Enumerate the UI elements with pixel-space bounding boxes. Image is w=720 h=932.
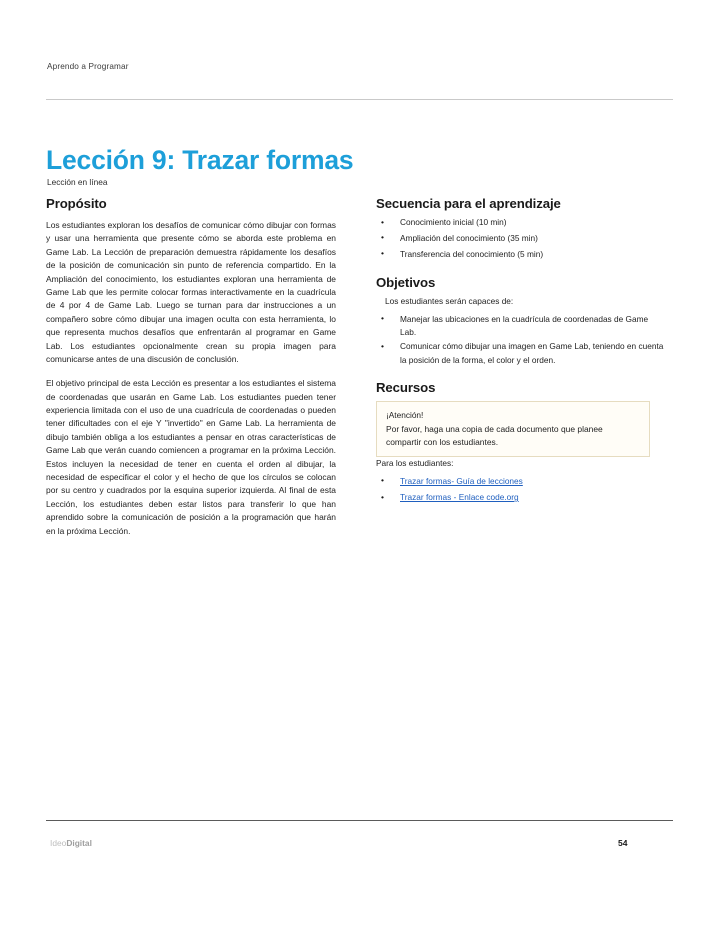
list-item (376, 475, 664, 488)
list-item: • Ampliación del conocimiento (35 min) (376, 232, 664, 245)
list-item: • Manejar las ubicaciones en la cuadrícula de coordenadas de Game Lab. (376, 313, 664, 340)
resource-link-enlace-code-org[interactable]: Trazar formas - Enlace code.org (400, 492, 519, 503)
purpose-paragraph-2: El objetivo principal de esta Lección es presentar a los estudiantes el sistema de coordenadas que usarán en Game Lab. Los estudiantes pueden tener experiencia limitada con el uso de una cuadrícula de coordenadas o pueden tener dificultades con el eje Y "invertido" en Game Lab. La herramienta de dibujo también obliga a los estudiantes a pensar en otras características de Game Lab que verán cuando comiencen a programar en la próxima Lección. Estos incluyen la necesidad de tener en cuenta el orden al dibujar, la necesidad de especificar el color y el hecho de que los círculos se colocan por su centro y cuadrados por la esquina superior izquierda. Al final de esta Lección, los estudiantes deben estar listos para transferir lo que han aprendido sobre la comunicación de posición a la programación que harán en la próxima Lección. (46, 378, 336, 536)
sequence-list (376, 216, 664, 261)
students-label: Para los estudiantes: (376, 458, 454, 469)
footer-logo (50, 838, 92, 848)
left-column (46, 196, 336, 538)
footer-divider (46, 820, 673, 821)
list-item: • Comunicar cómo dibujar una imagen en Game Lab, teniendo en cuenta la posición de la forma, el color y el orden. (376, 340, 664, 367)
callout-title: ¡Atención! (386, 410, 424, 421)
running-header-title: Aprendo a Programar (47, 62, 129, 71)
section-heading-recursos: Recursos (376, 380, 436, 396)
right-column (376, 196, 664, 508)
student-resources-list (376, 475, 664, 505)
section-heading-objetivos: Objetivos (376, 275, 436, 291)
footer-logo-light-part: Ideo (50, 838, 67, 848)
header-divider (46, 99, 673, 100)
section-heading-proposito: Propósito (46, 196, 107, 211)
objectives-list (376, 313, 664, 368)
list-item: • Conocimiento inicial (10 min) (376, 216, 664, 229)
callout-body: Por favor, haga una copia de cada documento que planee compartir con los estudiantes. (386, 423, 603, 447)
section-heading-secuencia: Secuencia para el aprendizaje (376, 196, 561, 211)
list-item (376, 491, 664, 504)
footer-logo-bold-part: Digital (66, 838, 92, 848)
attention-callout (376, 401, 650, 457)
page-subtitle: Lección en línea (47, 177, 108, 187)
purpose-paragraph-1: Los estudiantes exploran los desafíos de comunicar cómo dibujar con formas y usar una herramienta que presente cómo se aborda este problema en Game Lab. La Lección de preparación demuestra rápidamente los desafíos de la posición de comunicación sin punto de referencia compartido. En la Ampliación del conocimiento, los estudiantes exploran una herramienta de Game Lab que les permite colocar formas interactivamente en la cuadrícula de 4 por 4 de Game Lab. Luego se turnan para dar instrucciones a un compañero sobre cómo dibujar una imagen oculta con esta herramienta, lo que representa muchos desafíos que enfrentarán al programar en Game Lab. Los estudiantes opcionalmente crean su propia imagen para comunicarse antes de una discusión de conclusión. (46, 220, 336, 364)
page-number: 54 (618, 838, 628, 848)
objectives-lead-in: Los estudiantes serán capaces de: (385, 296, 514, 307)
resource-link-guia-de-lecciones[interactable]: Trazar formas- Guía de lecciones (400, 475, 523, 486)
list-item: • Transferencia del conocimiento (5 min) (376, 248, 664, 261)
page-title: Lección 9: Trazar formas (46, 144, 354, 175)
